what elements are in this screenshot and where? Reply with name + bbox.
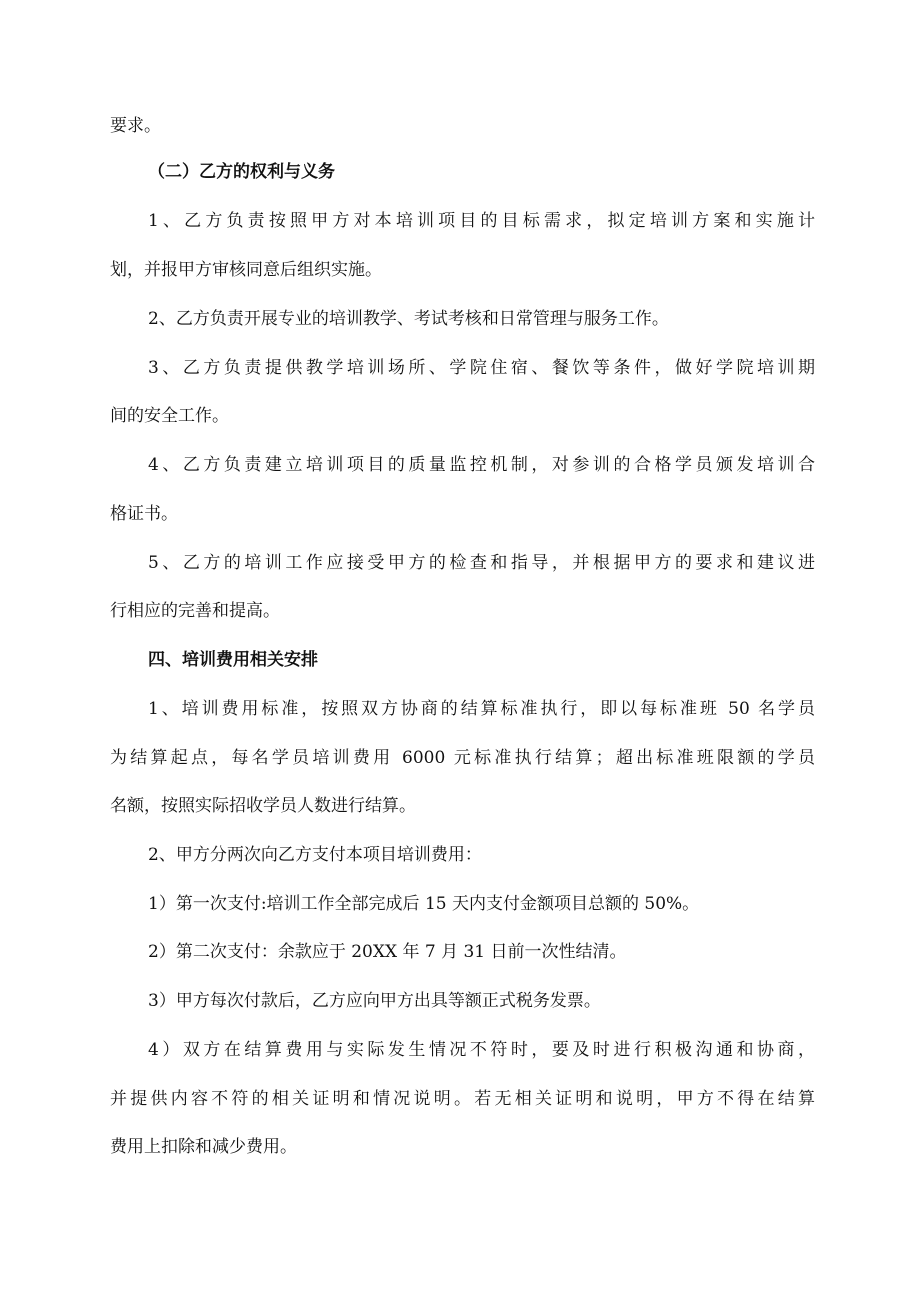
fee-item-1-line-1: 1、培训费用标准，按照双方协商的结算标准执行，即以每标准班 50 名学员: [148, 699, 815, 719]
fee-item-2-sub-1: 1）第一次支付:培训工作全部完成后 15 天内支付金额项目总额的 50%。: [148, 894, 700, 914]
paragraph-tail: 要求。: [110, 116, 161, 136]
fee-item-1-line-3: 名额，按照实际招收学员人数进行结算。: [110, 796, 416, 816]
paragraph-5-line-1: 5、乙方的培训工作应接受甲方的检查和指导，并根据甲方的要求和建议进: [148, 553, 815, 573]
fee-item-2-sub-4-line-3: 费用上扣除和减少费用。: [110, 1137, 297, 1157]
paragraph-3-line-2: 间的安全工作。: [110, 406, 229, 426]
section-heading-fees: 四、培训费用相关安排: [148, 650, 318, 670]
paragraph-5-line-2: 行相应的完善和提高。: [110, 601, 280, 621]
section-heading-rights: （二）乙方的权利与义务: [148, 162, 335, 182]
fee-item-2-sub-4-line-2: 并提供内容不符的相关证明和情况说明。若无相关证明和说明，甲方不得在结算: [110, 1089, 815, 1109]
paragraph-2: 2、乙方负责开展专业的培训教学、考试考核和日常管理与服务工作。: [148, 309, 669, 329]
fee-item-2: 2、甲方分两次向乙方支付本项目培训费用：: [148, 845, 482, 865]
fee-item-2-sub-4-line-1: 4）双方在结算费用与实际发生情况不符时，要及时进行积极沟通和协商，: [148, 1040, 815, 1060]
paragraph-3-line-1: 3、乙方负责提供教学培训场所、学院住宿、餐饮等条件，做好学院培训期: [148, 358, 815, 378]
paragraph-1-line-1: 1、乙方负责按照甲方对本培训项目的目标需求，拟定培训方案和实施计: [148, 211, 815, 231]
paragraph-4-line-2: 格证书。: [110, 504, 178, 524]
fee-item-2-sub-3: 3）甲方每次付款后，乙方应向甲方出具等额正式税务发票。: [148, 991, 601, 1011]
fee-item-1-line-2: 为结算起点，每名学员培训费用 6000 元标准执行结算；超出标准班限额的学员: [110, 748, 815, 768]
paragraph-1-line-2: 划，并报甲方审核同意后组织实施。: [110, 260, 382, 280]
paragraph-4-line-1: 4、乙方负责建立培训项目的质量监控机制，对参训的合格学员颁发培训合: [148, 455, 815, 475]
fee-item-2-sub-2: 2）第二次支付：余款应于 20XX 年 7 月 31 日前一次性结清。: [148, 942, 627, 962]
